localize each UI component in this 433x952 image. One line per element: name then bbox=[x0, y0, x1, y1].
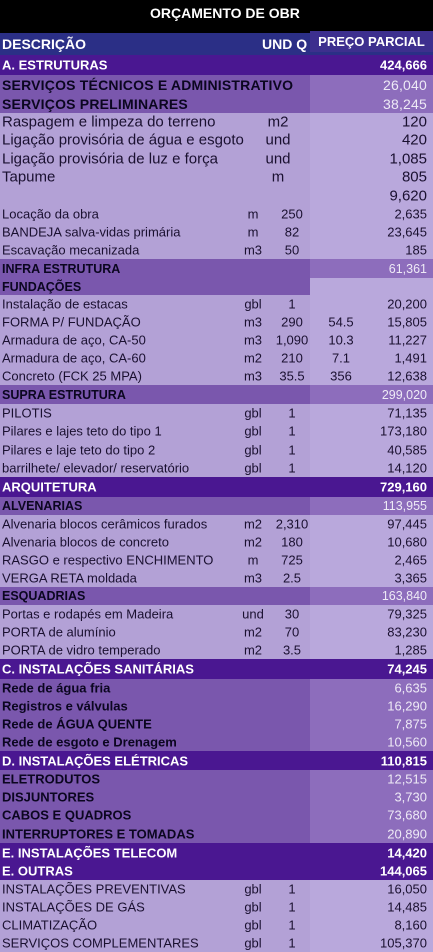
table-row bbox=[0, 533, 433, 551]
row-total: 14,485 bbox=[387, 899, 427, 915]
row-description: Rede de ÁGUA QUENTE bbox=[2, 716, 152, 732]
header-descricao: DESCRIÇÃO bbox=[2, 36, 87, 52]
table-row bbox=[0, 205, 433, 223]
row-unit: m bbox=[247, 552, 259, 568]
price-cell-bg bbox=[310, 278, 433, 295]
row-total: 805 bbox=[401, 168, 427, 186]
row-quantity: 3.5 bbox=[282, 642, 302, 658]
row-total: 420 bbox=[401, 131, 427, 148]
row-total: 10,560 bbox=[387, 734, 427, 750]
row-total: 2,635 bbox=[394, 206, 427, 222]
row-quantity: 2.5 bbox=[282, 570, 302, 586]
row-unit: m2 bbox=[243, 516, 263, 532]
row-total: 3,365 bbox=[394, 570, 427, 586]
row-total: 16,050 bbox=[387, 881, 427, 897]
table-header bbox=[0, 33, 433, 55]
row-total: 120 bbox=[401, 113, 427, 130]
row-description: Armadura de aço, CA-60 bbox=[2, 350, 146, 366]
row-unit: m3 bbox=[243, 332, 263, 348]
row-unit: m3 bbox=[243, 570, 263, 586]
row-unit: gbl bbox=[244, 899, 262, 915]
row-total: 6,635 bbox=[394, 680, 427, 695]
budget-table bbox=[0, 55, 433, 952]
row-description: Portas e rodapés em Madeira bbox=[2, 606, 174, 622]
row-description: Ligação provisória de água e esgoto bbox=[2, 131, 244, 148]
row-total: 110,815 bbox=[380, 753, 427, 768]
table-row bbox=[0, 696, 433, 715]
row-total: 14,420 bbox=[387, 845, 427, 860]
row-unit-price: 54.5 bbox=[328, 314, 354, 330]
row-description: C. INSTALAÇÕES SANITÁRIAS bbox=[2, 661, 194, 677]
row-description: FORMA P/ FUNDAÇÃO bbox=[2, 314, 141, 330]
row-unit: gbl bbox=[244, 296, 262, 312]
row-unit: gbl bbox=[244, 460, 262, 476]
table-row bbox=[0, 788, 433, 806]
table-row bbox=[0, 770, 433, 788]
row-quantity: 210 bbox=[281, 350, 303, 366]
row-description: SERVIÇOS PRELIMINARES bbox=[2, 96, 188, 112]
table-row bbox=[0, 679, 433, 696]
table-row bbox=[0, 733, 433, 751]
table-row bbox=[0, 313, 433, 331]
row-description: ELETRODUTOS bbox=[2, 771, 100, 787]
table-row bbox=[0, 295, 433, 313]
row-description: Escavação mecanizada bbox=[2, 242, 140, 258]
section-row bbox=[0, 751, 433, 770]
table-row bbox=[0, 515, 433, 533]
table-row bbox=[0, 349, 433, 367]
subsection-row bbox=[0, 497, 433, 515]
row-total: 8,160 bbox=[394, 917, 427, 933]
row-unit-price: 10.3 bbox=[328, 332, 354, 348]
row-description: SERVIÇOS COMPLEMENTARES bbox=[2, 935, 199, 951]
table-row bbox=[0, 880, 433, 898]
row-description: PORTA de alumínio bbox=[2, 624, 116, 640]
row-unit: m2 bbox=[243, 534, 263, 550]
row-unit: m3 bbox=[243, 368, 263, 384]
row-quantity: 50 bbox=[284, 242, 300, 258]
section-row bbox=[0, 55, 433, 75]
row-description: Pilares e laje teto do tipo 2 bbox=[2, 442, 156, 457]
table-row bbox=[0, 605, 433, 623]
table-row bbox=[0, 641, 433, 659]
table-row bbox=[0, 113, 433, 130]
row-description: ALVENARIAS bbox=[2, 499, 83, 513]
row-total: 20,200 bbox=[387, 296, 427, 312]
row-description: A. ESTRUTURAS bbox=[2, 57, 108, 73]
row-description: Concreto (FCK 25 MPA) bbox=[2, 368, 142, 384]
row-total: 10,680 bbox=[387, 534, 427, 550]
row-quantity: 250 bbox=[281, 206, 303, 222]
row-total: 14,120 bbox=[387, 460, 427, 476]
row-total: 40,585 bbox=[387, 442, 427, 457]
table-row bbox=[0, 149, 433, 168]
row-quantity: 1 bbox=[288, 296, 296, 312]
row-unit: m3 bbox=[243, 314, 263, 330]
row-unit: gbl bbox=[244, 917, 262, 933]
row-total: 9,620 bbox=[389, 187, 427, 204]
row-total: 20,890 bbox=[387, 826, 427, 841]
row-total: 11,227 bbox=[388, 332, 427, 348]
table-row bbox=[0, 824, 433, 843]
table-row bbox=[0, 186, 433, 205]
table-row bbox=[0, 715, 433, 733]
row-total: 2,465 bbox=[394, 552, 427, 568]
row-description: FUNDAÇÕES bbox=[2, 279, 82, 294]
row-total: 61,361 bbox=[388, 261, 427, 276]
table-row bbox=[0, 916, 433, 934]
row-total: 79,325 bbox=[387, 606, 427, 622]
row-unit: gbl bbox=[244, 423, 262, 438]
row-description: PILOTIS bbox=[2, 405, 52, 420]
subsection-row bbox=[0, 278, 433, 295]
section-row bbox=[0, 659, 433, 679]
table-row bbox=[0, 623, 433, 641]
row-description: INTERRUPTORES E TOMADAS bbox=[2, 826, 195, 841]
row-description: Ligação provisória de luz e força bbox=[2, 150, 218, 167]
row-total: 1,285 bbox=[394, 642, 427, 658]
table-row bbox=[0, 421, 433, 440]
row-unit-price: 356 bbox=[330, 368, 352, 384]
row-unit: und bbox=[242, 606, 264, 622]
table-row bbox=[0, 898, 433, 916]
header-preco-parcial: PREÇO PARCIAL bbox=[310, 31, 433, 52]
row-total: 1,085 bbox=[389, 150, 427, 167]
row-unit: m bbox=[271, 168, 285, 186]
row-total: 7,875 bbox=[394, 716, 427, 732]
row-quantity: 1 bbox=[288, 405, 296, 420]
row-total: 83,230 bbox=[387, 624, 427, 640]
section-row bbox=[0, 862, 433, 880]
row-total: 163,840 bbox=[381, 589, 427, 603]
row-description: BANDEJA salva-vidas primária bbox=[2, 224, 181, 240]
row-description: barrilhete/ elevador/ reservatório bbox=[2, 460, 190, 476]
row-total: 729,160 bbox=[380, 479, 427, 495]
row-description: Instalação de estacas bbox=[2, 296, 128, 312]
row-description: Registros e válvulas bbox=[2, 698, 128, 713]
section-row bbox=[0, 477, 433, 497]
row-quantity: 70 bbox=[284, 624, 300, 640]
row-description: VERGA RETA moldada bbox=[2, 570, 137, 586]
table-row bbox=[0, 806, 433, 824]
row-description: SUPRA ESTRUTURA bbox=[2, 387, 126, 402]
table-row bbox=[0, 367, 433, 385]
row-quantity: 30 bbox=[284, 606, 300, 622]
row-description: CABOS E QUADROS bbox=[2, 807, 132, 823]
row-total: 12,515 bbox=[387, 771, 427, 787]
row-unit: und bbox=[265, 131, 291, 148]
row-description: E. INSTALAÇÕES TELECOM bbox=[2, 845, 178, 860]
row-unit: gbl bbox=[244, 935, 262, 951]
row-description: Alvenaria blocos cerâmicos furados bbox=[2, 516, 208, 532]
table-row bbox=[0, 459, 433, 477]
row-total: 185 bbox=[405, 242, 427, 258]
row-description: Pilares e lajes teto do tipo 1 bbox=[2, 423, 162, 438]
row-unit: m2 bbox=[243, 642, 263, 658]
page-title bbox=[0, 0, 433, 33]
row-unit: und bbox=[265, 150, 291, 167]
row-total: 97,445 bbox=[387, 516, 427, 532]
row-unit: m2 bbox=[267, 113, 289, 130]
row-description: Armadura de aço, CA-50 bbox=[2, 332, 146, 348]
row-total: 73,680 bbox=[387, 807, 427, 823]
row-unit-price: 7.1 bbox=[331, 350, 351, 366]
row-quantity: 2,310 bbox=[275, 516, 309, 532]
subsection-row bbox=[0, 385, 433, 404]
subsection-row bbox=[0, 259, 433, 278]
row-description: ARQUITETURA bbox=[2, 479, 97, 495]
row-description: Locação da obra bbox=[2, 206, 99, 222]
row-description: INFRA ESTRUTURA bbox=[2, 261, 121, 276]
row-unit: m bbox=[247, 206, 259, 222]
row-description: Alvenaria blocos de concreto bbox=[2, 534, 169, 550]
row-unit: m2 bbox=[243, 624, 263, 640]
table-row bbox=[0, 130, 433, 149]
row-description: D. INSTALAÇÕES ELÉTRICAS bbox=[2, 753, 189, 768]
row-total: 16,290 bbox=[387, 698, 427, 713]
row-total: 23,645 bbox=[387, 224, 427, 240]
row-total: 74,245 bbox=[387, 661, 427, 677]
row-unit: m bbox=[247, 224, 259, 240]
table-row bbox=[0, 569, 433, 587]
section-row bbox=[0, 843, 433, 862]
row-description: RASGO e respectivo ENCHIMENTO bbox=[2, 552, 214, 568]
row-quantity: 1 bbox=[288, 881, 296, 897]
row-description: Rede de esgoto e Drenagem bbox=[2, 734, 177, 750]
row-quantity: 1 bbox=[288, 899, 296, 915]
row-quantity: 1 bbox=[288, 423, 296, 438]
row-unit: m3 bbox=[243, 242, 263, 258]
row-description: CLIMATIZAÇÃO bbox=[2, 917, 98, 933]
table-row bbox=[0, 168, 433, 186]
header-und: UND Q bbox=[262, 36, 308, 52]
row-description: DISJUNTORES bbox=[2, 789, 95, 805]
row-total: 26,040 bbox=[382, 77, 427, 93]
table-row bbox=[0, 241, 433, 259]
row-total: 71,135 bbox=[387, 405, 427, 420]
row-description: Rede de água fria bbox=[2, 680, 111, 695]
row-quantity: 1,090 bbox=[275, 332, 309, 348]
row-total: 173,180 bbox=[380, 423, 427, 438]
row-total: 1,491 bbox=[394, 350, 427, 366]
row-quantity: 1 bbox=[288, 442, 296, 457]
row-total: 15,805 bbox=[387, 314, 427, 330]
table-row bbox=[0, 551, 433, 569]
row-quantity: 82 bbox=[284, 224, 300, 240]
row-total: 12,638 bbox=[387, 368, 427, 384]
row-description: Tapume bbox=[2, 168, 56, 186]
subsection-row bbox=[0, 587, 433, 605]
row-description: INSTALAÇÕES DE GÁS bbox=[2, 899, 145, 915]
row-quantity: 1 bbox=[288, 460, 296, 476]
row-total: 38,245 bbox=[382, 96, 427, 112]
subsection-row bbox=[0, 75, 433, 95]
row-unit: m2 bbox=[243, 350, 263, 366]
table-row bbox=[0, 331, 433, 349]
row-unit: gbl bbox=[244, 405, 262, 420]
table-row bbox=[0, 223, 433, 241]
table-row bbox=[0, 934, 433, 952]
row-total: 424,666 bbox=[380, 57, 427, 73]
row-quantity: 180 bbox=[281, 534, 303, 550]
row-total: 144,065 bbox=[380, 863, 427, 879]
row-quantity: 35.5 bbox=[279, 368, 305, 384]
table-row bbox=[0, 440, 433, 459]
row-description: PORTA de vidro temperado bbox=[2, 642, 161, 658]
row-total: 299,020 bbox=[381, 387, 427, 402]
row-unit: gbl bbox=[244, 881, 262, 897]
row-description: E. OUTRAS bbox=[2, 863, 73, 879]
row-description: ESQUADRIAS bbox=[2, 589, 86, 603]
title-text: ORÇAMENTO DE OBR bbox=[150, 5, 300, 21]
row-description: SERVIÇOS TÉCNICOS E ADMINISTRATIVO bbox=[2, 77, 294, 93]
row-quantity: 290 bbox=[281, 314, 303, 330]
row-quantity: 1 bbox=[288, 935, 296, 951]
row-quantity: 725 bbox=[281, 552, 303, 568]
table-row bbox=[0, 404, 433, 421]
row-total: 113,955 bbox=[382, 499, 427, 513]
row-quantity: 1 bbox=[288, 917, 296, 933]
row-unit: gbl bbox=[244, 442, 262, 457]
row-total: 105,370 bbox=[380, 935, 427, 951]
row-description: Raspagem e limpeza do terreno bbox=[2, 113, 216, 130]
row-description: INSTALAÇÕES PREVENTIVAS bbox=[2, 881, 186, 897]
row-total: 3,730 bbox=[394, 789, 427, 805]
subsection-row bbox=[0, 95, 433, 113]
